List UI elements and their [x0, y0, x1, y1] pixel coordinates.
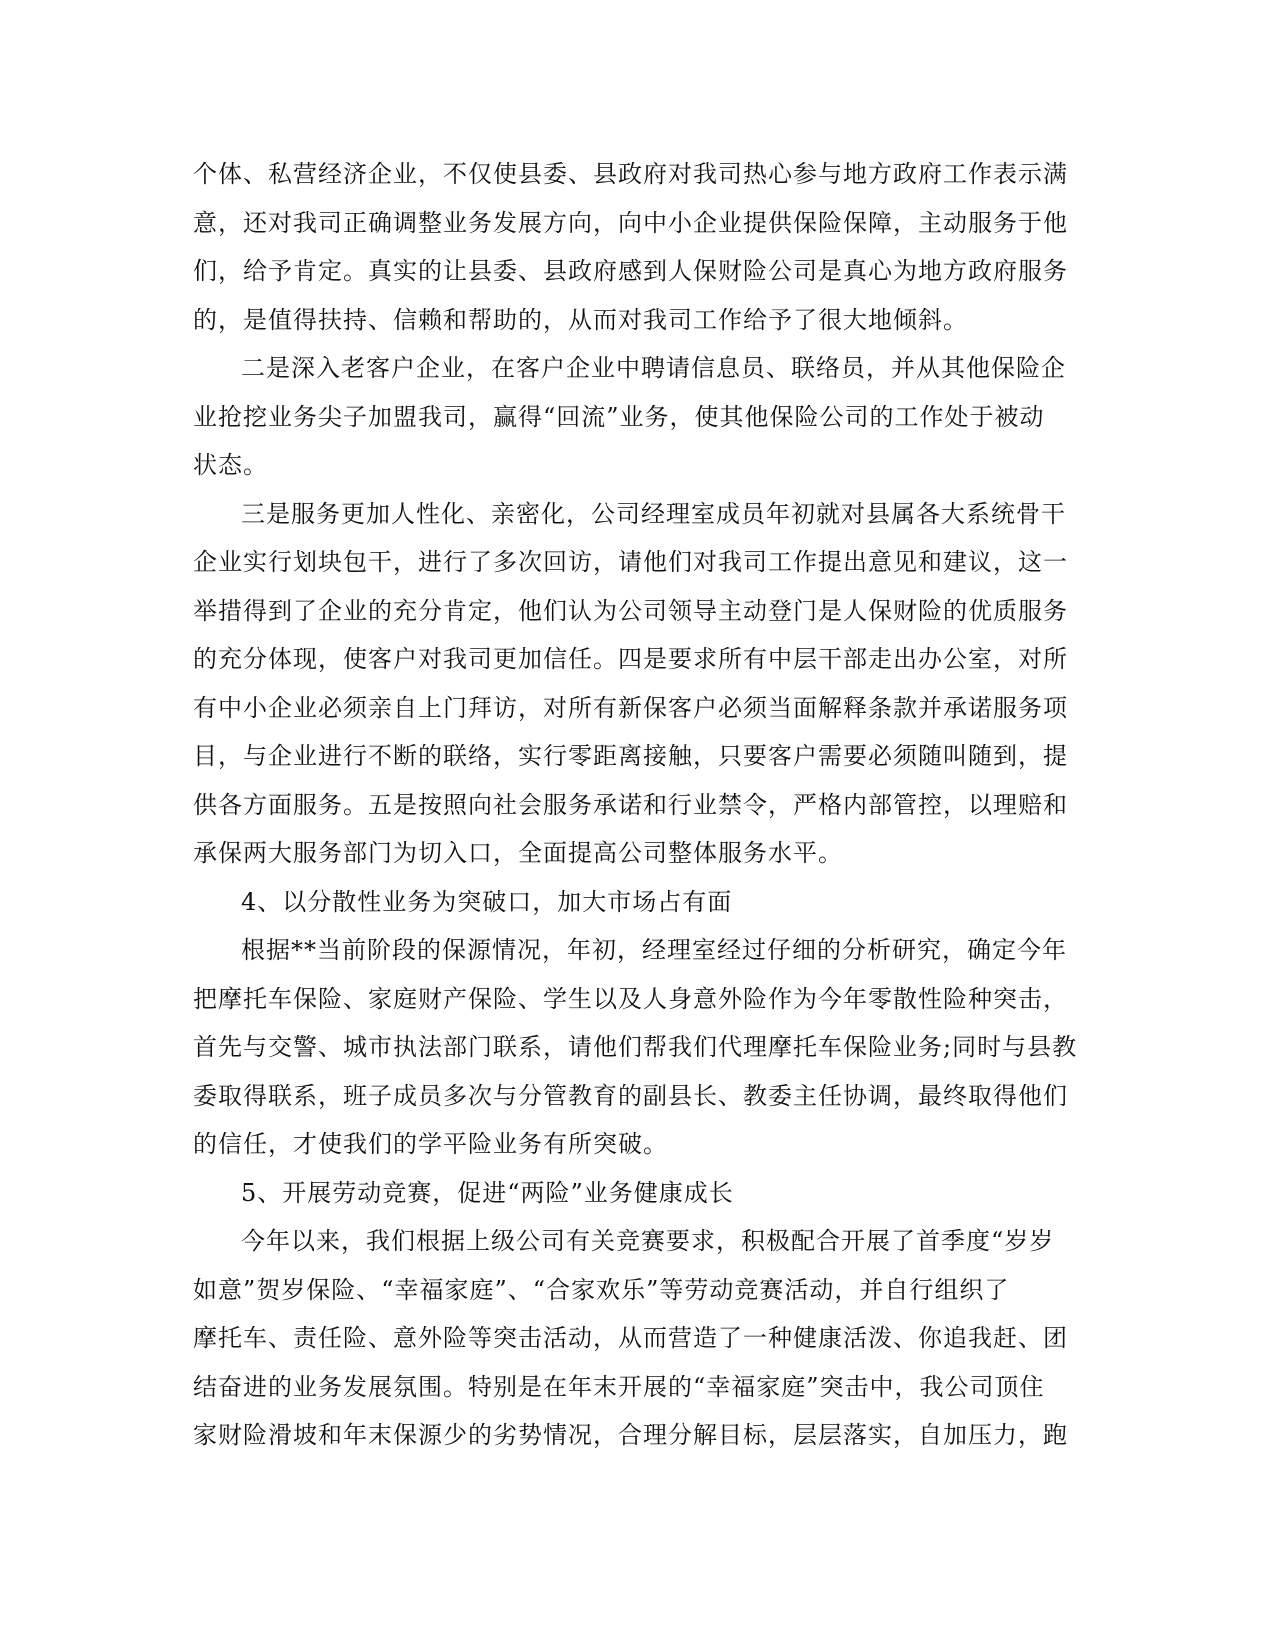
- text-line: 的充分体现，使客户对我司更加信任。四是要求所有中层干部走出办公室，对所: [193, 645, 1068, 673]
- text-line: 状态。: [193, 451, 268, 479]
- section-heading: 5、开展劳动竞赛，促进“两险”业务健康成长: [241, 1178, 734, 1207]
- text-line: 摩托车、责任险、意外险等突击活动，从而营造了一种健康活泼、你追我赶、团: [193, 1324, 1068, 1352]
- text-line: 业抢挖业务尖子加盟我司，赢得“回流”业务，使其他保险公司的工作处于被动: [193, 402, 1045, 431]
- document-body: [193, 150, 1078, 1460]
- text-line: 举措得到了企业的充分肯定，他们认为公司领导主动登门是人保财险的优质服务: [193, 596, 1068, 625]
- text-line: 首先与交警、城市执法部门联系，请他们帮我们代理摩托车保险业务;同时与县教: [193, 1033, 1078, 1061]
- text-line: 们，给予肯定。真实的让县委、县政府感到人保财险公司是真心为地方政府服务: [193, 257, 1068, 285]
- text-line: 如意”贺岁保险、“幸福家庭”、“合家欢乐”等劳动竞赛活动，并自行组织了: [193, 1275, 1010, 1304]
- text-line: 供各方面服务。五是按照向社会服务承诺和行业禁令，严格内部管控，以理赔和: [193, 790, 1068, 819]
- text-line: 承保两大服务部门为切入口，全面提高公司整体服务水平。: [193, 839, 843, 867]
- text-line: 个体、私营经济企业，不仅使县委、县政府对我司热心参与地方政府工作表示满: [193, 160, 1068, 188]
- section-heading: 4、以分散性业务为突破口，加大市场占有面: [241, 887, 733, 916]
- text-line: 目，与企业进行不断的联络，实行零距离接触，只要客户需要必须随叫随到，提: [193, 742, 1068, 770]
- text-line: 企业实行划块包干，进行了多次回访，请他们对我司工作提出意见和建议，这一: [193, 548, 1068, 576]
- text-line: 的，是值得扶持、信赖和帮助的，从而对我司工作给予了很大地倾斜。: [193, 305, 968, 334]
- paragraph-start-line: 今年以来，我们根据上级公司有关竞赛要求，积极配合开展了首季度“岁岁: [241, 1227, 1055, 1255]
- paragraph-start-line: 二是深入老客户企业，在客户企业中聘请信息员、联络员，并从其他保险企: [241, 354, 1066, 382]
- text-line: 家财险滑坡和年末保源少的劣势情况，合理分解目标，层层落实，自加压力，跑: [193, 1421, 1068, 1449]
- text-line: 有中小企业必须亲自上门拜访，对所有新保客户必须当面解释条款并承诺服务项: [193, 693, 1068, 722]
- text-line: 的信任，才使我们的学平险业务有所突破。: [193, 1130, 668, 1158]
- paragraph-start-line: 三是服务更加人性化、亲密化，公司经理室成员年初就对县属各大系统骨干: [241, 499, 1066, 528]
- text-line: 意，还对我司正确调整业务发展方向，向中小企业提供保险保障，主动服务于他: [193, 208, 1068, 237]
- text-line: 委取得联系，班子成员多次与分管教育的副县长、教委主任协调，最终取得他们: [193, 1081, 1068, 1110]
- text-line: 结奋进的业务发展氛围。特别是在年末开展的“幸福家庭”突击中，我公司顶住: [193, 1372, 1045, 1401]
- text-line: 把摩托车保险、家庭财产保险、学生以及人身意外险作为今年零散性险种突击，: [193, 984, 1068, 1013]
- paragraph-start-line: 根据**当前阶段的保源情况，年初，经理室经过仔细的分析研究，确定今年: [241, 936, 1067, 964]
